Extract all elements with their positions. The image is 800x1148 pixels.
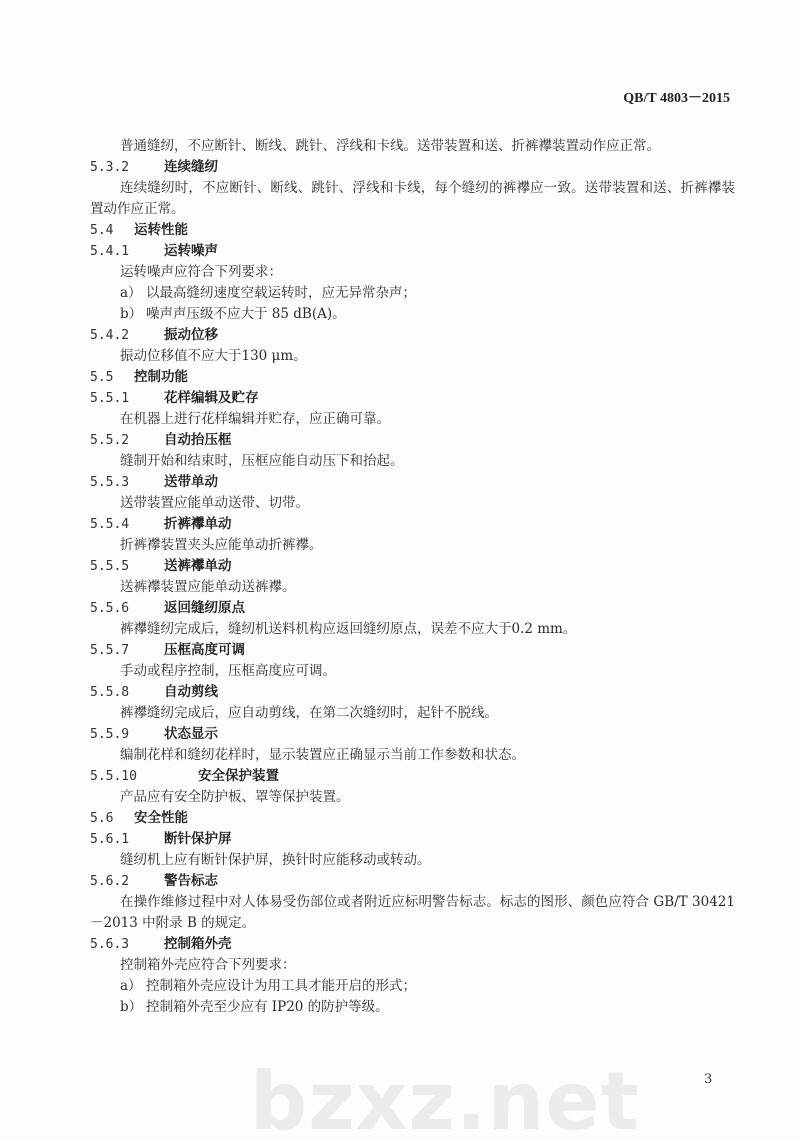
paragraph: 手动或程序控制，压框高度应可调。 (120, 663, 336, 679)
list-item (90, 997, 735, 1018)
standard-code-header: QB/T 4803－2015 (623, 91, 730, 106)
section-number: 5.6 (90, 811, 114, 826)
section-number: 5.5.1 (90, 391, 130, 406)
paragraph: 编制花样和缝纫花样时，显示装置应正确显示当前工作参数和状态。 (120, 747, 525, 763)
section-number: 5.5.10 (90, 769, 137, 784)
section-heading (90, 514, 735, 535)
section-heading (90, 388, 735, 409)
section-title: 自动剪线 (164, 684, 218, 700)
list-item (90, 304, 735, 325)
section-title: 连续缝纫 (164, 159, 218, 175)
paragraph: 在操作维修过程中对人体易受伤部位或者附近应标明警告标志。标志的图形、颜色应符合 GB/T 30421－2013 中附录 B 的规定。 (90, 894, 735, 931)
section-number: 5.5.6 (90, 601, 130, 616)
list-item-text: 控制箱外壳至少应有 IP20 的防护等级。 (146, 999, 389, 1015)
section-number: 5.6.1 (90, 832, 130, 847)
section-heading (90, 808, 735, 829)
section-heading (90, 829, 735, 850)
paragraph: 折裤襻装置夹头应能单动折裤襻。 (120, 537, 323, 553)
paragraph: 产品应有安全防护板、罩等保护装置。 (120, 789, 350, 805)
section-title: 折裤襻单动 (164, 516, 232, 532)
section-heading (90, 598, 735, 619)
paragraph: 在机器上进行花样编辑并贮存，应正确可靠。 (120, 411, 390, 427)
section-number: 5.3.2 (90, 160, 130, 175)
paragraph: 送裤襻装置应能单动送裤襻。 (120, 579, 296, 595)
section-title: 运转性能 (134, 222, 188, 238)
section-heading (90, 934, 735, 955)
paragraph: 振动位移值不应大于130 μm。 (120, 348, 307, 364)
section-title: 安全性能 (134, 810, 188, 826)
section-heading (90, 766, 735, 787)
list-item-text: 噪声声压级不应大于 85 dB(A)。 (146, 306, 346, 322)
section-heading (90, 220, 735, 241)
list-marker: b） (120, 999, 143, 1015)
section-heading (90, 367, 735, 388)
section-heading (90, 241, 735, 262)
section-number: 5.5.4 (90, 517, 130, 532)
paragraph: 缝制开始和结束时，压框应能自动压下和抬起。 (120, 453, 404, 469)
section-title: 花样编辑及贮存 (164, 390, 259, 406)
section-title: 返回缝纫原点 (164, 600, 245, 616)
section-title: 运转噪声 (164, 243, 218, 259)
section-title: 控制功能 (134, 369, 188, 385)
section-number: 5.5.3 (90, 475, 130, 490)
section-number: 5.6.3 (90, 937, 130, 952)
section-title: 自动抬压框 (164, 432, 232, 448)
paragraph: 送带装置应能单动送带、切带。 (120, 495, 309, 511)
section-number: 5.5.5 (90, 559, 130, 574)
list-marker: a） (120, 978, 142, 994)
section-number: 5.6.2 (90, 874, 130, 889)
section-heading (90, 430, 735, 451)
section-number: 5.5.9 (90, 727, 130, 742)
section-heading (90, 325, 735, 346)
section-number: 5.5 (90, 370, 114, 385)
watermark: bzxz.net (250, 1055, 640, 1148)
section-title: 状态显示 (164, 726, 218, 742)
paragraph: 裤襻缝纫完成后，缝纫机送料机构应返回缝纫原点，误差不应大于0.2 mm。 (120, 621, 577, 637)
section-number: 5.4.1 (90, 244, 130, 259)
list-marker: b） (120, 306, 143, 322)
paragraph: 裤襻缝纫完成后，应自动剪线，在第二次缝纫时，起针不脱线。 (120, 705, 498, 721)
section-title: 控制箱外壳 (164, 936, 232, 952)
section-heading (90, 556, 735, 577)
list-marker: a） (120, 285, 142, 301)
document-body (90, 136, 735, 1018)
section-title: 送裤襻单动 (164, 558, 232, 574)
list-item (90, 283, 735, 304)
section-heading (90, 472, 735, 493)
section-number: 5.5.7 (90, 643, 130, 658)
section-heading (90, 724, 735, 745)
list-item (90, 976, 735, 997)
section-number: 5.5.8 (90, 685, 130, 700)
section-heading (90, 640, 735, 661)
list-item-text: 以最高缝纫速度空载运转时，应无异常杂声； (146, 285, 416, 301)
section-title: 压框高度可调 (164, 642, 245, 658)
section-title: 振动位移 (164, 327, 218, 343)
section-title: 安全保护装置 (198, 768, 279, 784)
paragraph: 连续缝纫时，不应断针、断线、跳针、浮线和卡线，每个缝纫的裤襻应一致。送带装置和送、折裤襻装置动作应正常。 (90, 180, 735, 217)
section-number: 5.5.2 (90, 433, 130, 448)
section-title: 送带单动 (164, 474, 218, 490)
paragraph: 普通缝纫，不应断针、断线、跳针、浮线和卡线。送带装置和送、折裤襻装置动作应正常。 (120, 138, 660, 154)
section-title: 警告标志 (164, 873, 218, 889)
section-number: 5.4 (90, 223, 114, 238)
section-title: 断针保护屏 (164, 831, 232, 847)
list-item-text: 控制箱外壳应设计为用工具才能开启的形式； (146, 978, 416, 994)
section-heading (90, 682, 735, 703)
section-heading (90, 871, 735, 892)
paragraph: 控制箱外壳应符合下列要求： (120, 957, 296, 973)
section-heading (90, 157, 735, 178)
page-number: 3 (704, 1072, 713, 1087)
section-number: 5.4.2 (90, 328, 130, 343)
paragraph: 运转噪声应符合下列要求： (120, 264, 282, 280)
paragraph: 缝纫机上应有断针保护屏，换针时应能移动或转动。 (120, 852, 431, 868)
